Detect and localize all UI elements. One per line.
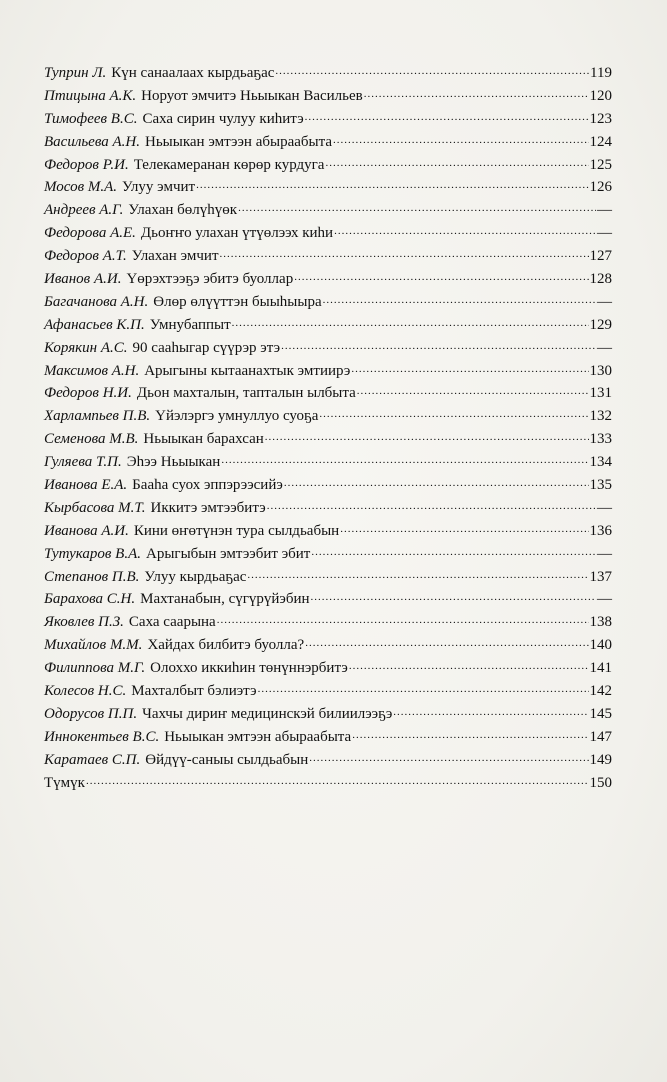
toc-title: Өйдүү-саныы сылдьабын	[145, 751, 309, 768]
toc-page-number: 119	[590, 65, 612, 81]
toc-page-number: 150	[589, 774, 612, 791]
toc-author: Кырбасова М.Т.	[44, 499, 146, 516]
dot-leader	[364, 82, 589, 106]
dot-leader	[284, 471, 589, 495]
toc-author: Федоров Р.И.	[44, 156, 129, 173]
toc-title: Улахан эмчит	[131, 248, 219, 265]
dot-leader	[340, 517, 588, 541]
toc-author: Гуляева Т.П.	[44, 454, 122, 471]
toc-entry	[44, 772, 612, 795]
toc-title: Күн санаалаах кырдьаҕас	[111, 65, 275, 81]
toc-page-number: 132	[589, 408, 612, 425]
dot-leader	[311, 540, 596, 564]
toc-page-number: 130	[589, 362, 612, 379]
toc-author: Федоров А.Т.	[44, 248, 127, 265]
dot-leader	[323, 288, 596, 312]
toc-page-number: —	[597, 339, 612, 356]
toc-title: Эһээ Ньыыкан	[126, 454, 221, 471]
toc-author: Птицына А.К.	[44, 87, 137, 104]
toc-title: Дьон махталын, тапталын ылбыта	[136, 385, 356, 402]
dot-leader	[352, 723, 588, 747]
toc-page-number: 120	[589, 87, 612, 104]
dot-leader	[265, 425, 589, 449]
toc-author: Максимов А.Н.	[44, 362, 140, 379]
toc-page-number: 129	[589, 316, 612, 333]
dot-leader	[275, 59, 589, 83]
toc-author: Корякин А.С.	[44, 339, 128, 356]
dot-leader	[232, 311, 589, 335]
toc-page-number: 141	[589, 660, 612, 677]
toc-title: Хайдах билбитэ буолла?	[147, 637, 305, 654]
toc-author: Васильева А.Н.	[44, 133, 140, 150]
dot-leader	[238, 196, 596, 220]
dot-leader	[333, 128, 589, 152]
toc-page-number: 127	[589, 248, 612, 265]
toc-title: Телекамеранан көрөр курдуга	[133, 156, 325, 173]
toc-page-number: 131	[589, 385, 612, 402]
toc-author: Тутукаров В.А.	[44, 545, 141, 562]
toc-page-number: 128	[589, 271, 612, 288]
toc-title: 90 сааһыгар сүүрэр этэ	[132, 339, 281, 356]
toc-title: Бааһа суох эппэрээсийэ	[132, 477, 283, 494]
toc-author: Барахова С.Н.	[44, 591, 136, 608]
dot-leader	[196, 173, 588, 197]
toc-author: Иванова А.И.	[44, 522, 129, 539]
toc-title: Ньыыкан эмтээн абыраабыта	[164, 728, 352, 745]
toc-author: Мосов М.А.	[44, 179, 117, 196]
toc-title: Өлөр өлүүттэн быыһыыра	[153, 293, 322, 310]
toc-page-number: 145	[589, 705, 612, 722]
toc-title: Түмүк	[44, 774, 85, 791]
table-of-contents	[44, 62, 612, 795]
toc-title: Умнубаппыт	[149, 316, 231, 333]
toc-title: Арыгыны кытаанахтык эмтиирэ	[144, 362, 351, 379]
toc-author: Михайлов М.М.	[44, 637, 143, 654]
dot-leader	[334, 219, 596, 243]
dot-leader	[217, 608, 589, 632]
toc-page-number: 124	[589, 133, 612, 150]
toc-author: Тимофеев В.С.	[44, 110, 138, 127]
dot-leader	[267, 494, 596, 518]
toc-author: Багачанова А.Н.	[44, 293, 149, 310]
toc-page-number: 134	[589, 454, 612, 471]
toc-page-number: —	[597, 545, 612, 562]
toc-title: Дьоҥҥо улахан үтүөлээх киһи	[140, 225, 334, 242]
toc-title: Норуот эмчитэ Ньыыкан Васильев	[141, 87, 363, 104]
dot-leader	[393, 700, 588, 724]
toc-title: Саха саарына	[128, 614, 216, 631]
toc-title: Кини өҥөтүнэн тура сылдьабын	[133, 522, 340, 539]
toc-page-number: 123	[589, 110, 612, 127]
toc-author: Федорова А.Е.	[44, 225, 136, 242]
toc-author: Степанов П.В.	[44, 568, 140, 585]
toc-title: Махталбыт бэлиэтэ	[131, 683, 257, 700]
toc-page-number: —	[597, 499, 612, 516]
toc-page-number: 149	[589, 751, 612, 768]
toc-author: Андреев А.Г.	[44, 202, 124, 219]
toc-page-number: 136	[589, 522, 612, 539]
dot-leader	[294, 265, 588, 289]
toc-page-number: 126	[589, 179, 612, 196]
toc-page-number: 147	[589, 728, 612, 745]
dot-leader	[309, 746, 588, 770]
toc-page-number: 137	[589, 568, 612, 585]
toc-title: Улуу эмчит	[122, 179, 196, 196]
toc-title: Үөрэхтээҕэ эбитэ буоллар	[126, 271, 294, 288]
toc-author: Филиппова М.Г.	[44, 660, 146, 677]
dot-leader	[305, 105, 589, 129]
dot-leader	[86, 769, 589, 793]
dot-leader	[281, 334, 596, 358]
toc-author: Харлампьев П.В.	[44, 408, 151, 425]
dot-leader	[311, 585, 596, 609]
toc-title: Үйэлэргэ умнуллуо суоҕа	[155, 408, 319, 425]
dot-leader	[325, 151, 588, 175]
toc-page-number: 142	[589, 683, 612, 700]
toc-author: Иванова Е.А.	[44, 477, 128, 494]
toc-page-number: 125	[589, 156, 612, 173]
toc-title: Улахан бөлүһүөк	[128, 202, 238, 219]
toc-author: Колесов Н.С.	[44, 683, 127, 700]
dot-leader	[258, 677, 589, 701]
toc-page-number: 140	[589, 637, 612, 654]
toc-title: Чахчы дириҥ медицинскэй билиилээҕэ	[142, 705, 393, 722]
toc-title: Ньыыкан эмтээн абыраабыта	[145, 133, 332, 150]
toc-page-number: 135	[589, 477, 612, 494]
dot-leader	[349, 654, 589, 678]
dot-leader	[247, 563, 588, 587]
toc-title: Олоххо иккиһин төнүннэрбитэ	[150, 660, 348, 677]
dot-leader	[357, 379, 589, 403]
toc-page-number: 133	[589, 431, 612, 448]
dot-leader	[351, 357, 588, 381]
toc-title: Ньыыкан барахсан	[143, 431, 264, 448]
toc-author: Каратаев С.П.	[44, 751, 141, 768]
toc-title: Иккитэ эмтээбитэ	[150, 499, 266, 516]
toc-page-number: —	[597, 293, 612, 310]
toc-page-number: —	[597, 202, 612, 219]
toc-page-number: —	[597, 225, 612, 242]
toc-page-number: 138	[589, 614, 612, 631]
toc-author: Одорусов П.П.	[44, 705, 138, 722]
toc-author: Туприн Л.	[44, 65, 107, 81]
toc-author: Афанасьев К.П.	[44, 316, 145, 333]
dot-leader	[305, 631, 588, 655]
dot-leader	[319, 402, 588, 426]
toc-title: Улуу кырдьаҕас	[144, 568, 247, 585]
toc-author: Семенова М.В.	[44, 431, 139, 448]
toc-author: Федоров Н.И.	[44, 385, 132, 402]
toc-title: Махтанабын, сүгүрүйэбин	[140, 591, 310, 608]
dot-leader	[220, 242, 589, 266]
toc-author: Яковлев П.З.	[44, 614, 124, 631]
dot-leader	[221, 448, 588, 472]
toc-author: Иннокентьев В.С.	[44, 728, 160, 745]
toc-page-number: —	[597, 591, 612, 608]
toc-author: Иванов А.И.	[44, 271, 122, 288]
toc-title: Саха сирин чулуу киһитэ	[142, 110, 304, 127]
toc-title: Арыгыбын эмтээбит эбит	[146, 545, 311, 562]
